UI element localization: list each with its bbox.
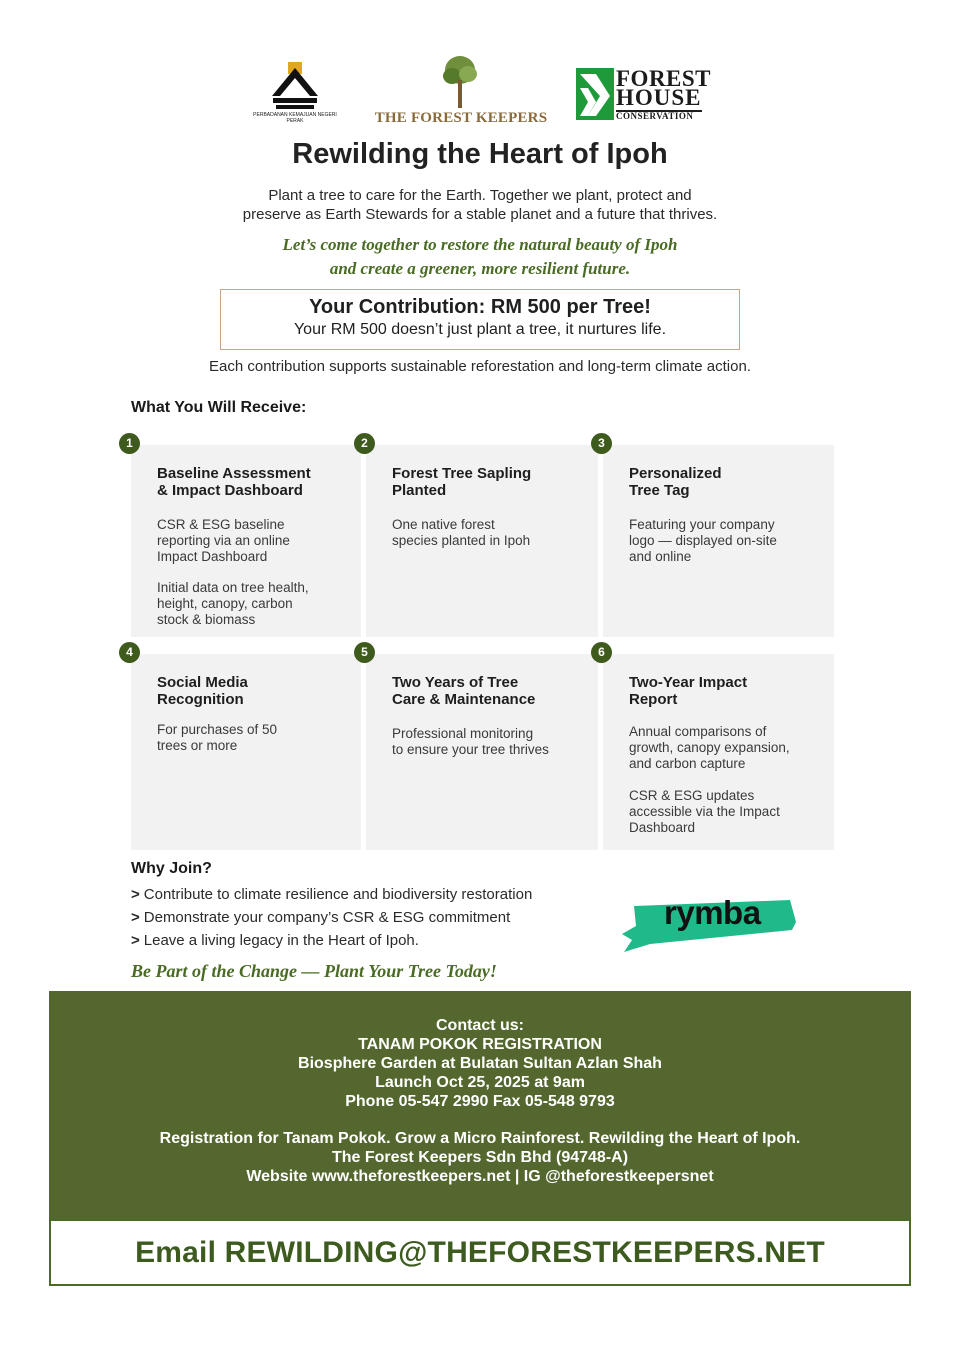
logo-bar [0,50,960,130]
tagline-line: Let’s come together to restore the natural beauty of Ipoh [282,235,678,254]
rymba-logo [620,892,800,954]
card-description: Initial data on tree health, height, canopy, carbon stock & biomass [157,580,309,627]
receive-heading: What You Will Receive: [131,399,307,416]
list-item: > Contribute to climate resilience and biodiversity restoration [131,886,533,903]
card-description: Annual comparisons of growth, canopy expansion, and carbon capture [629,724,790,771]
mbi-logo [248,58,342,126]
card-description: One native forest species planted in Ipoh [392,517,531,548]
email-box [49,1219,911,1286]
contribution-box [220,289,740,350]
forest-keepers-logo [370,52,552,128]
company-block [49,1129,911,1186]
contribution-subtext: Your RM 500 doesn’t just plant a tree, it nurtures life. [293,321,667,338]
launch-date: Launch Oct 25, 2025 at 9am [375,1074,585,1091]
forest-keepers-wordmark: THE FOREST KEEPERS [374,110,548,126]
benefit-card [126,436,361,637]
list-item: > Demonstrate your company’s CSR & ESG commitment [131,909,511,926]
list-item: > Leave a living legacy in the Heart of Ipoh. [131,932,419,949]
venue: Biosphere Garden at Bulatan Sultan Azlan Shah [298,1055,662,1072]
rymba-wordmark: rymba [664,894,761,931]
number-badge: 6 [591,642,612,663]
intro-text [0,186,960,224]
forest-house-logo [576,68,716,122]
benefit-card [126,645,361,850]
card-title: Two-Year Impact Report [629,674,748,708]
registration-line: Registration for Tanam Pokok. Grow a Micro Rainforest. Rewilding the Heart of Ipoh. [159,1130,801,1147]
forest-house-line1: FOREST [616,66,712,91]
tagline [0,233,960,281]
supports-text: Each contribution supports sustainable reforestation and long-term climate action. [209,358,751,375]
card-title: Social Media Recognition [157,674,248,708]
contact-block [49,1016,911,1111]
registration-title: TANAM POKOK REGISTRATION [358,1036,602,1053]
card-description: CSR & ESG updates accessible via the Impact Dashboard [629,788,780,835]
contribution-headline: Your Contribution: RM 500 per Tree! [309,296,651,318]
number-badge: 2 [354,433,375,454]
card-title: Baseline Assessment & Impact Dashboard [157,465,311,499]
number-badge: 3 [591,433,612,454]
contact-heading: Contact us: [436,1017,524,1034]
card-title: Forest Tree Sapling Planted [392,465,532,499]
mbi-caption: PERBADANAN KEMAJUAN NEGERI PERAK [253,112,337,124]
card-title: Two Years of Tree Care & Maintenance [392,674,536,708]
tree-icon [370,52,552,110]
number-badge: 1 [119,433,140,454]
website-link[interactable]: Website www.theforestkeepers.net | IG @theforestkeepersnet [246,1168,714,1185]
card-description: Featuring your company logo — displayed on-site and online [629,517,777,564]
card-description: For purchases of 50 trees or more [157,722,278,753]
benefit-card [598,645,834,850]
card-description: Professional monitoring to ensure your tree thrives [392,726,549,757]
number-badge: 4 [119,642,140,663]
mbi-emblem-icon [248,58,342,112]
contact-footer [49,991,911,1220]
forest-house-line3: CONSERVATION [616,111,694,121]
benefit-card [361,645,598,850]
intro-line: Plant a tree to care for the Earth. Together we plant, protect and [268,187,692,204]
forest-house-line2: HOUSE [616,85,702,110]
intro-line: preserve as Earth Stewards for a stable planet and a future that thrives. [242,206,718,223]
email-link[interactable]: Email REWILDING@THEFORESTKEEPERS.NET [135,1236,825,1269]
page-title: Rewilding the Heart of Ipoh [292,138,668,170]
benefit-card [361,436,598,637]
forest-house-emblem-icon [576,68,614,120]
call-to-action: Be Part of the Change — Plant Your Tree Today! [131,961,497,981]
why-list [131,883,532,952]
card-description: CSR & ESG baseline reporting via an online Impact Dashboard [157,517,290,564]
phone-fax: Phone 05-547 2990 Fax 05-548 9793 [345,1093,615,1110]
company-name: The Forest Keepers Sdn Bhd (94748-A) [331,1149,629,1166]
card-title: Personalized Tree Tag [629,465,722,499]
why-heading: Why Join? [131,860,212,877]
number-badge: 5 [354,642,375,663]
tagline-line: and create a greener, more resilient future. [329,259,631,278]
benefit-card [598,436,834,637]
